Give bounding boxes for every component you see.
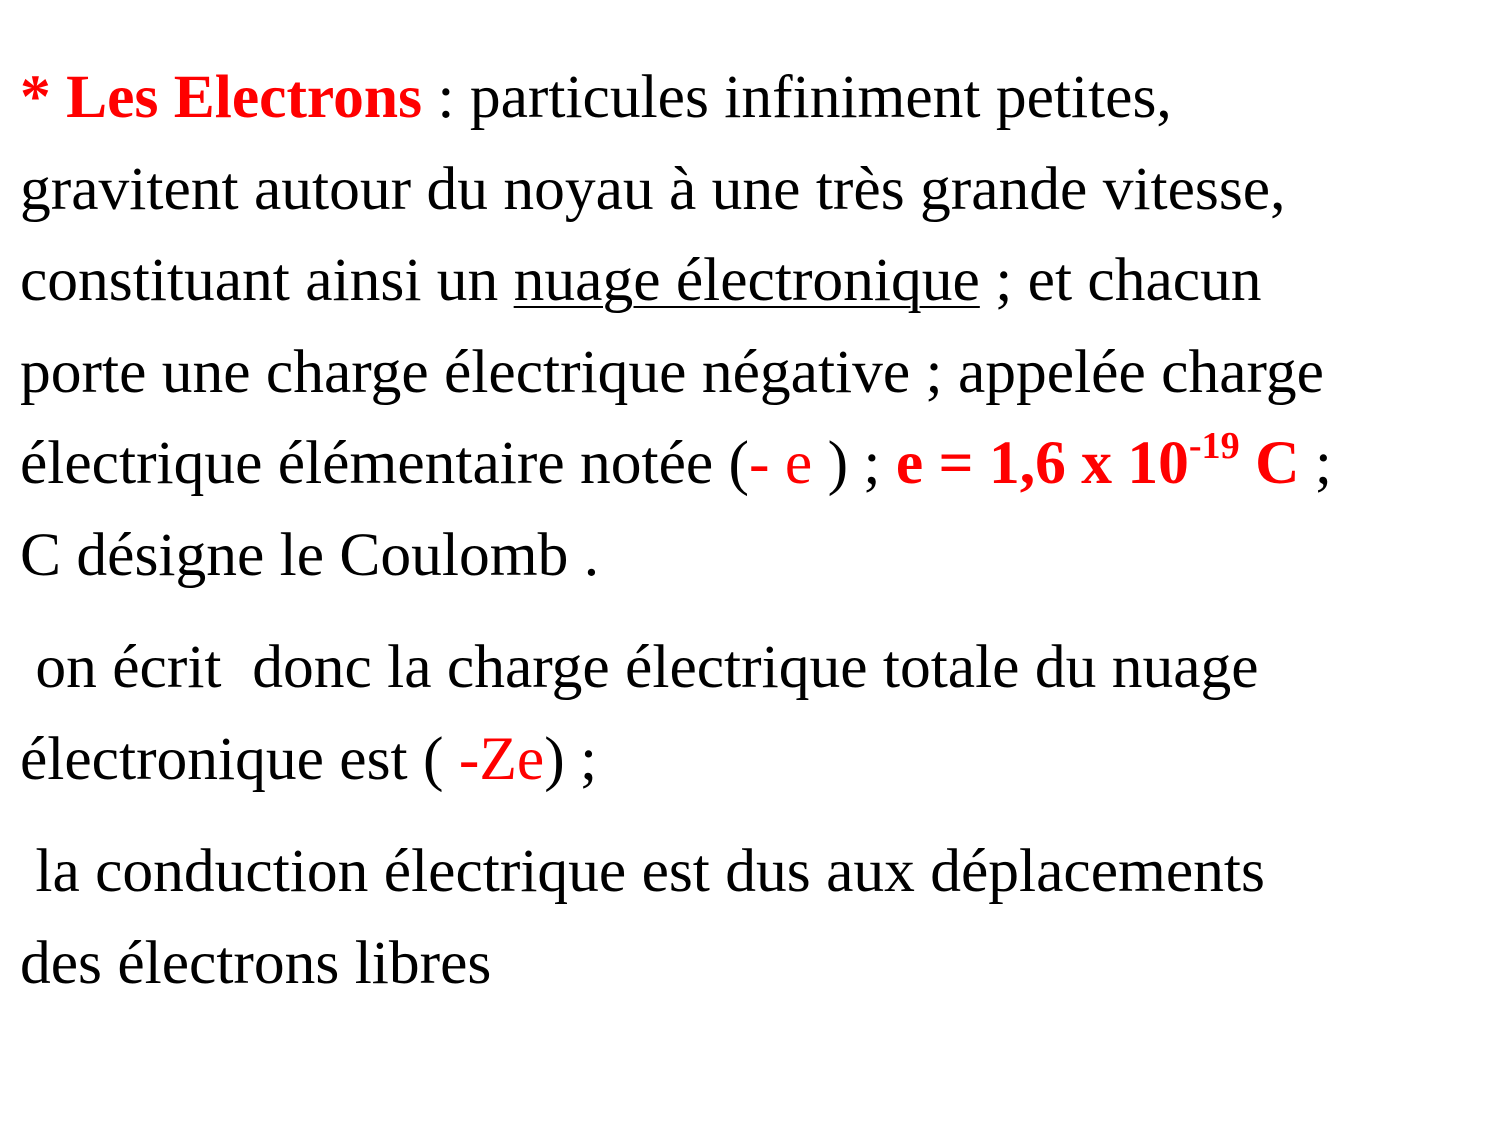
slide-content — [20, 52, 1490, 1009]
charge-notation: - e — [749, 429, 813, 497]
total-charge-paragraph — [20, 622, 1490, 805]
section-title: * Les Electrons — [20, 63, 423, 131]
electrons-definition-paragraph — [20, 52, 1490, 601]
definition-line-3-before: constituant ainsi un — [20, 246, 514, 314]
total-charge-line-2-before: électronique est ( — [20, 724, 459, 793]
charge-value-unit: C — [1239, 429, 1300, 497]
definition-line-5-middle: ) ; — [812, 429, 896, 497]
definition-intro: : particules infiniment petites, — [422, 63, 1172, 131]
conduction-paragraph — [20, 826, 1490, 1009]
definition-line-4: porte une charge électrique négative ; appelée charge — [20, 337, 1324, 406]
definition-line-3-after: ; et chacun — [979, 246, 1262, 314]
definition-line-6: C désigne le Coulomb . — [20, 520, 600, 589]
charge-value-exponent: -19 — [1188, 425, 1240, 468]
definition-line-5-after: ; — [1299, 429, 1332, 497]
charge-value-prefix: e = 1,6 x 10 — [895, 429, 1189, 497]
conduction-line-1: la conduction électrique est dus aux déplacements — [20, 837, 1265, 905]
elementary-charge-value — [895, 425, 1300, 497]
definition-line-5-before: électrique élémentaire notée ( — [20, 429, 750, 497]
conduction-line-2: des électrons libres — [20, 928, 492, 997]
total-charge-value: -Ze — [458, 724, 545, 793]
underlined-term: nuage électronique — [513, 246, 980, 314]
total-charge-line-1: on écrit donc la charge électrique totale du nuage — [20, 633, 1259, 701]
total-charge-line-2-after: ) ; — [544, 724, 598, 793]
definition-line-2: gravitent autour du noyau à une très grande vitesse, — [20, 154, 1286, 223]
